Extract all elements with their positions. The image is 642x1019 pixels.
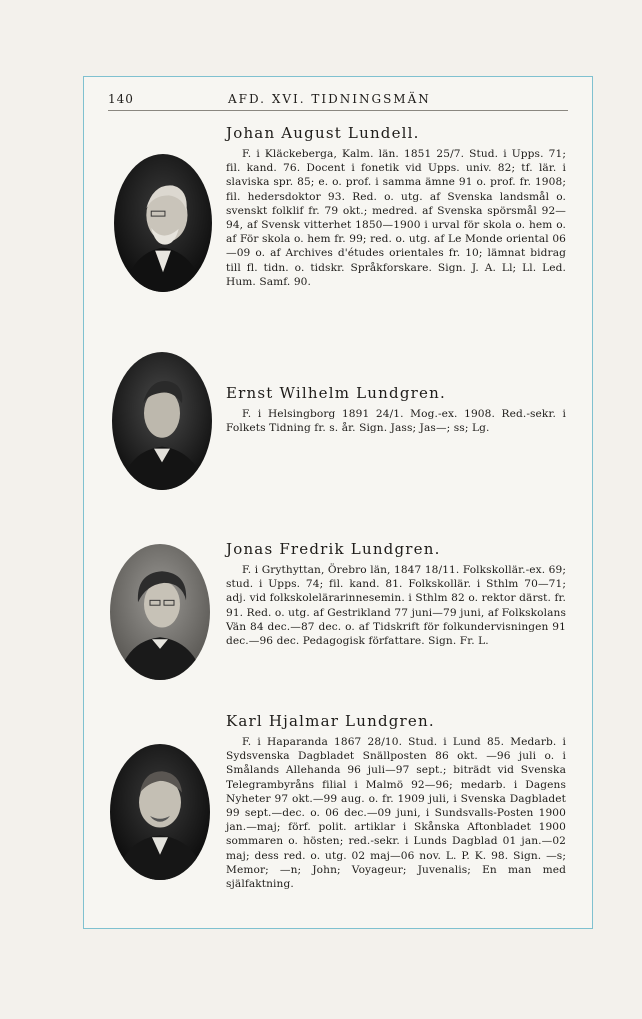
biography-entry-jonas-lundgren [108,540,570,690]
person-name: Karl Hjalmar Lundgren. [226,712,435,730]
biography-entry-ernst-lundgren [108,350,570,490]
entry-text [226,124,566,289]
portrait-photo [110,544,210,680]
biography-entry-lundell [108,124,570,324]
entry-text [226,384,566,435]
entry-text [226,540,566,648]
running-head: AFD. XVI. TIDNINGSMÄN [228,92,431,106]
page-header [108,92,568,111]
biography-text: F. i Kläckeberga, Kalm. län. 1851 25/7. Stud. i Upps. 71; fil. kand. 76. Docent i fonetik vid Upps. univ. 82; tf. lär. i slaviska spr. 85; e. o. prof. i samma ämne 91 o. prof. fr. 1908; fil. hedersdoktor 93. Red. o. utg. af Svenska landsmål o. svenskt folklif fr. 79 okt.; medred. af Svenska spörsmål 92—94, af Svensk vitterhet 1850—1900 i urval för skola o. hem o. af För skola o. hem fr. 99; red. o. utg. af Le Monde oriental 06—09 o. af Archives d'études orientales fr. 10; lämnat bidrag till fl. tidn. o. tidskr. Språkforskare. Sign. J. A. Ll; Ll. Led. Hum. Samf. 90. [226,148,566,288]
entry-text [226,712,566,891]
portrait-photo [110,744,210,880]
page-number: 140 [108,92,134,106]
person-name: Jonas Fredrik Lundgren. [226,540,441,558]
person-name: Ernst Wilhelm Lundgren. [226,384,446,402]
biography-text: F. i Grythyttan, Örebro län, 1847 18/11. Folkskollär.-ex. 69; stud. i Upps. 74; fil. kand. 81. Folkskollär. i Sthlm 70—71; adj. vid folkskolelärarinnesemin. i Sthlm 82 o. rektor därst. fr. 91. Red. o. utg. af Gestrikland 77 juni—79 juni, af Folkskolans Vän 84 dec.—87 dec. o. af Tidskrift för folkundervisningen 91 dec.—96 dec. Pedagogisk författare. Sign. Fr. L. [226,564,566,648]
person-name: Johan August Lundell. [226,124,420,142]
biography-entry-karl-lundgren [108,712,570,912]
biography-text: F. i Haparanda 1867 28/10. Stud. i Lund 85. Medarb. i Sydsvenska Dagbladet Snällposten 86 okt. —96 juli o. i Smålands Allehanda 96 juli—97 sept.; biträdt vid Svenska Telegrambyråns filial i Malmö 92—96; medarb. i Dagens Nyheter 97 okt.—99 aug. o. fr. 1909 juli, i Svenska Dagbladet 99 sept.—dec. o. 06 dec.—09 juni, i Sundsvalls-Posten 1900 jan.—maj; förf. polit. artiklar i Skånska Aftonbladet 1900 sommaren o. hösten; red.-sekr. i Lunds Dagblad 01 jan.—02 maj; dess red. o. utg. 02 maj—06 nov. L. P. K. 98. Sign. —s; Memor; —n; John; Voyageur; Juvenalis; En man med själfaktning. [226,736,566,891]
portrait-photo [114,154,212,292]
portrait-photo [112,352,212,490]
biography-text: F. i Helsingborg 1891 24/1. Mog.-ex. 1908. Red.-sekr. i Folkets Tidning fr. s. år. Sign. Jass; Jas—; ss; Lg. [226,408,566,435]
